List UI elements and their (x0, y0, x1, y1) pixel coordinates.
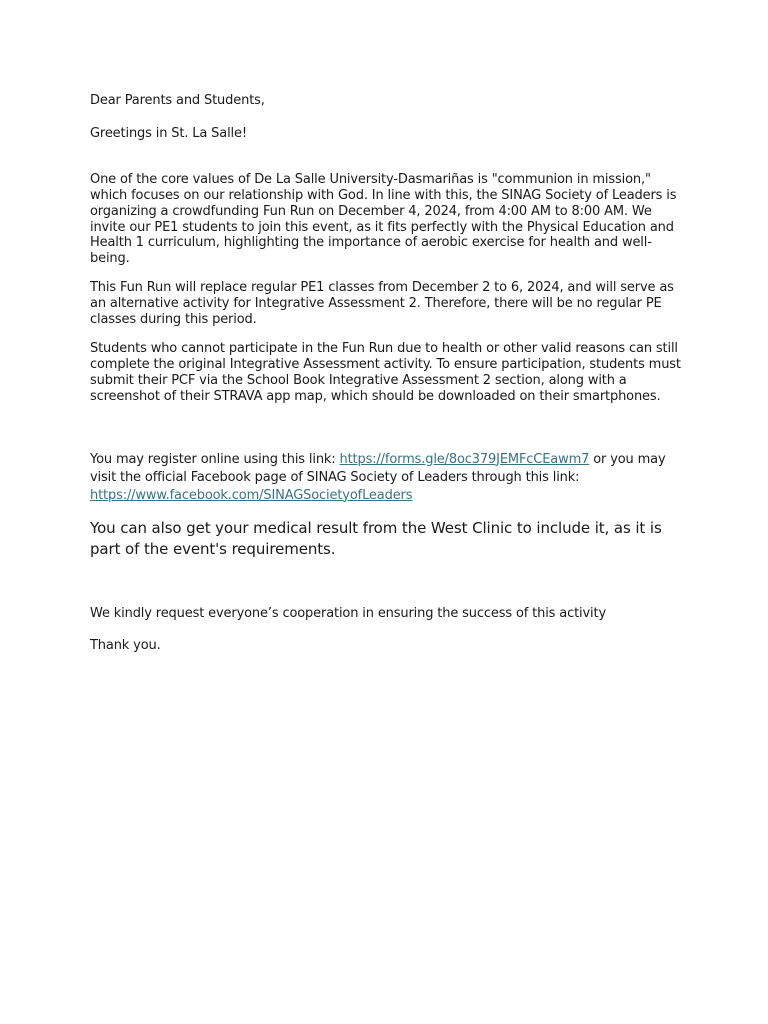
medical-result-note: You can also get your medical result from the West Clinic to include it, as it is part of the event's requirements. (90, 518, 662, 558)
paragraph-fun-run-schedule: This Fun Run will replace regular PE1 classes from December 2 to 6, 2024, and will serve as an alternative activity for Integrative Assessment 2. Therefore, there will be no regular PE classes during this period. (90, 280, 674, 328)
paragraph-alternative-activity: Students who cannot participate in the Fun Run due to health or other valid reasons can still complete the original Integrative Assessment activity. To ensure participation, students must submit their PCF via the School Book Integrative Assessment 2 section, along with a screenshot of their STRAVA app map, which should be downloaded on their smartphones. (90, 340, 681, 404)
registration-paragraph (90, 451, 682, 505)
register-text-before: You may register online using this link: (90, 451, 340, 467)
facebook-page-link[interactable]: https://www.facebook.com/SINAGSocietyofLeaders (90, 487, 413, 503)
paragraph-core-values: One of the core values of De La Salle University-Dasmariñas is "communion in mission," which focuses on our relationship with God. In line with this, the SINAG Society of Leaders is organizing a crowdfunding Fun Run on December 4, 2024, from 4:00 AM to 8:00 AM. We invite our PE1 students to join this event, as it fits perfectly with the Physical Education and Health 1 curriculum, highlighting the importance of aerobic exercise for health and well-being. (90, 171, 677, 267)
greeting-line: Greetings in St. La Salle! (90, 125, 247, 141)
salutation: Dear Parents and Students, (90, 93, 265, 108)
letter-body (90, 93, 682, 653)
cooperation-request: We kindly request everyone’s cooperation in ensuring the success of this activity (90, 605, 606, 621)
registration-form-link[interactable]: https://forms.gle/8oc379JEMFcCEawm7 (339, 451, 590, 467)
register-text-middle: or you may visit the official Facebook page of SINAG Society of Leaders through this link: (90, 451, 666, 485)
closing-line: Thank you. (90, 637, 161, 653)
